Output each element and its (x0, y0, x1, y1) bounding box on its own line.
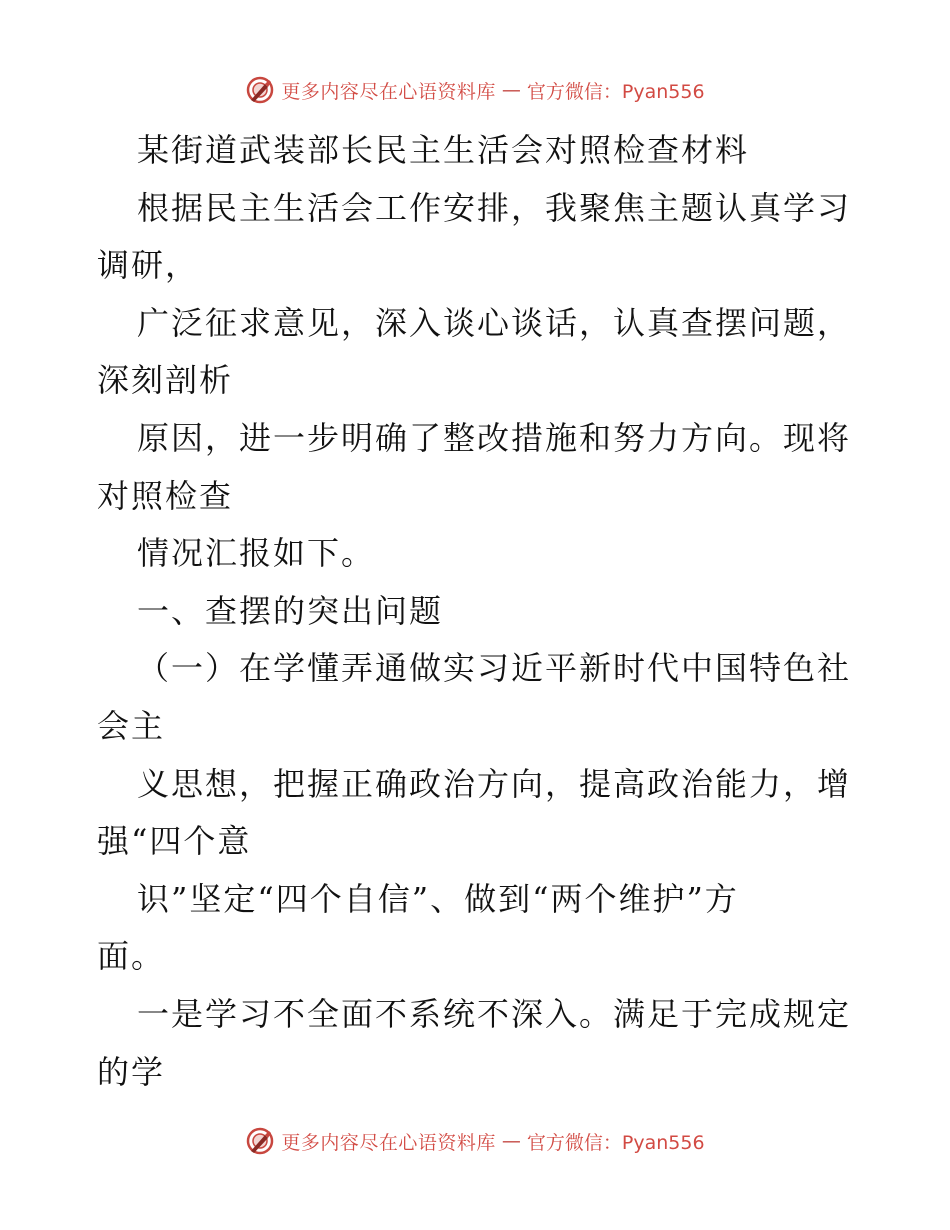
doc-line: 情况汇报如下。 (137, 534, 376, 573)
document-body (97, 122, 857, 1101)
doc-line: 义思想，把握正确政治方向，提高政治能力，增 (137, 764, 852, 803)
watermark-suffix: 官方微信：Pyan556 (526, 1131, 705, 1154)
doc-title: 某街道武装部长民主生活会对照检查材料 (137, 131, 750, 169)
watermark-separator: — (501, 79, 521, 101)
doc-line: 的学 (97, 1052, 166, 1091)
subsection-heading: （一）在学懂弄通做实习近平新时代中国特色社 (137, 649, 852, 688)
doc-line: 一是学习不全面不系统不深入。满足于完成规定 (137, 994, 852, 1033)
doc-line: 原因，进一步明确了整改措施和努力方向。现将 (137, 418, 852, 457)
doc-line: 会主 (97, 706, 166, 745)
doc-line: 面。 (97, 937, 166, 976)
doc-line: 调研， (97, 246, 200, 285)
doc-line: 深刻剖析 (97, 361, 234, 400)
doc-line: 广泛征求意见，深入谈心谈话，认真查摆问题， (137, 303, 852, 342)
doc-line: 强“四个意 (97, 822, 252, 861)
watermark-suffix: 官方微信：Pyan556 (526, 80, 705, 103)
doc-line: 识”坚定“四个自信”、做到“两个维护”方 (137, 879, 739, 918)
watermark-separator: — (501, 1130, 521, 1152)
watermark-text: 更多内容尽在心语资料库 (281, 80, 496, 103)
doc-line: 根据民主生活会工作安排，我聚焦主题认真学习 (137, 188, 852, 227)
header-watermark (0, 73, 950, 107)
footer-watermark (0, 1124, 950, 1158)
doc-line: 对照检查 (97, 476, 234, 515)
section-heading: 一、查摆的突出问题 (137, 591, 444, 630)
pen-logo-icon (245, 75, 275, 105)
watermark-text: 更多内容尽在心语资料库 (281, 1131, 496, 1154)
pen-logo-icon (245, 1126, 275, 1156)
